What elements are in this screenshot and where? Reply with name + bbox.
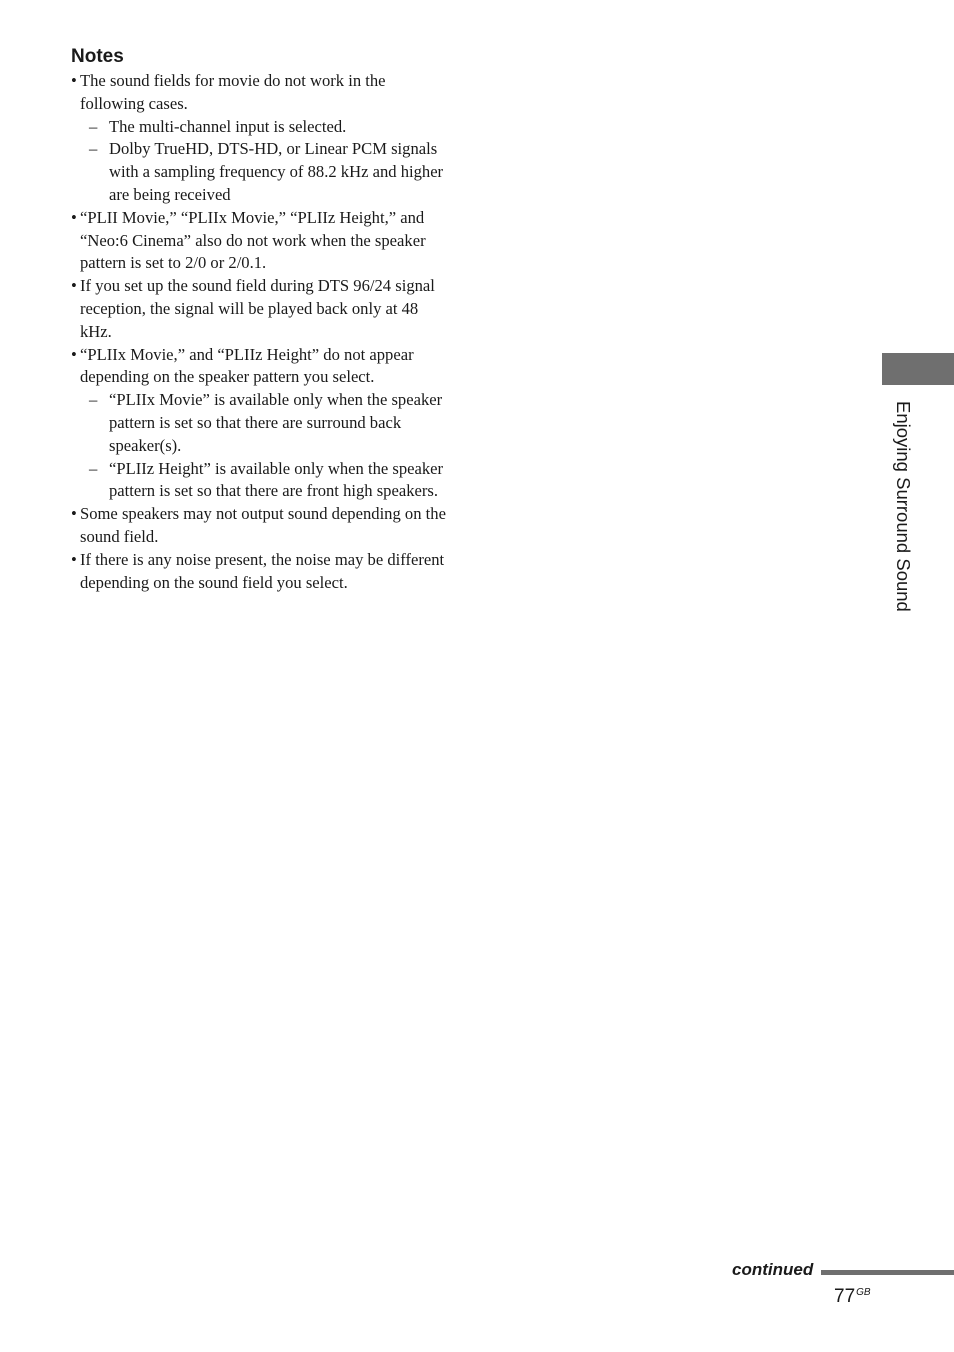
notes-heading: Notes [71,46,124,67]
dash-icon: – [89,458,98,478]
note-item [71,503,451,549]
note-sublist [80,389,451,503]
note-text: If there is any noise present, the noise may be different depending on the sound field you select. [80,549,445,592]
bullet-icon: • [71,549,77,569]
bullet-icon: • [71,504,77,524]
page-number-suffix: GB [856,1287,871,1298]
note-subitem-text: The multi-channel input is selected. [109,116,347,136]
notes-list [71,70,451,594]
continued-rule [821,1270,954,1275]
note-text: If you set up the sound field during DTS 96/24 signal reception, the signal will be played back only at 48 kHz. [80,276,435,341]
bullet-icon: • [71,276,77,296]
note-text: “PLII Movie,” “PLIIx Movie,” “PLIIz Height,” and “Neo:6 Cinema” also do not work when the speaker pattern is set to 2/0 or 2/0.1. [80,207,426,273]
page-number [834,1281,871,1309]
note-subitem-text: Dolby TrueHD, DTS-HD, or Linear PCM signals with a sampling frequency of 88.2 kHz and higher are being received [109,139,444,204]
note-item [71,344,451,504]
bullet-icon: • [71,71,77,90]
note-sublist [80,116,451,207]
bullet-icon: • [71,344,77,364]
note-subitem-text: “PLIIz Height” is available only when the speaker pattern is set so that there are front high speakers. [109,458,444,501]
page-number-value: 77 [834,1286,856,1307]
bullet-icon: • [71,207,77,227]
notes-section [71,44,451,594]
note-subitem [80,116,451,139]
section-tab-marker [882,353,954,385]
note-text: The sound fields for movie do not work in the following cases. [80,71,386,113]
dash-icon: – [89,116,98,136]
dash-icon: – [89,390,98,410]
note-subitem-text: “PLIIx Movie” is available only when the speaker pattern is set so that there are surround back speaker(s). [109,390,443,455]
note-subitem [80,138,451,206]
note-subitem [80,389,451,457]
continued-label: continued [732,1260,814,1279]
note-subitem [80,458,451,504]
note-item [71,549,451,595]
dash-icon: – [89,139,98,159]
note-item [71,275,451,343]
section-side-label: Enjoying Surround Sound [893,401,914,612]
note-text: Some speakers may not output sound depending on the sound field. [80,504,446,546]
note-item [71,70,451,207]
note-item [71,207,451,275]
note-text: “PLIIx Movie,” and “PLIIz Height” do not appear depending on the speaker pattern you select. [80,344,414,387]
